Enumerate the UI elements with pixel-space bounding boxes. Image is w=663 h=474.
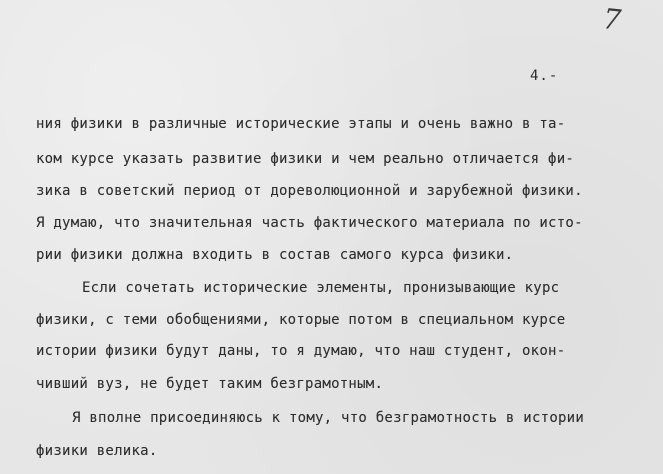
- handwritten-page-mark: 7: [601, 2, 623, 37]
- text-line: физики, с теми обобщениями, которые потом в специальном курсе: [36, 312, 566, 328]
- text-line: ния физики в различные исторические этапы и очень важно в та-: [36, 116, 566, 132]
- text-line: Я вполне присоединяюсь к тому, что безграмотность в истории: [72, 410, 585, 426]
- text-line: чивший вуз, не будет таким безграмотным.: [36, 376, 384, 392]
- text-line: рии физики должна входить в состав самого курса физики.: [36, 247, 514, 263]
- text-line: Если сочетать исторические элементы, пронизывающие курс: [82, 280, 560, 296]
- text-line: ком курсе указать развитие физики и чем реально отличается фи-: [36, 151, 575, 167]
- text-line: Я думаю, что значительная часть фактического материала по исто-: [36, 215, 583, 231]
- text-line: зика в советский период от дореволюционной и зарубежной физики.: [36, 183, 583, 199]
- page-number: 4.-: [530, 68, 559, 84]
- text-line: истории физики будут даны, то я думаю, что наш студент, окон-: [36, 343, 566, 359]
- text-line: физики велика.: [36, 443, 158, 459]
